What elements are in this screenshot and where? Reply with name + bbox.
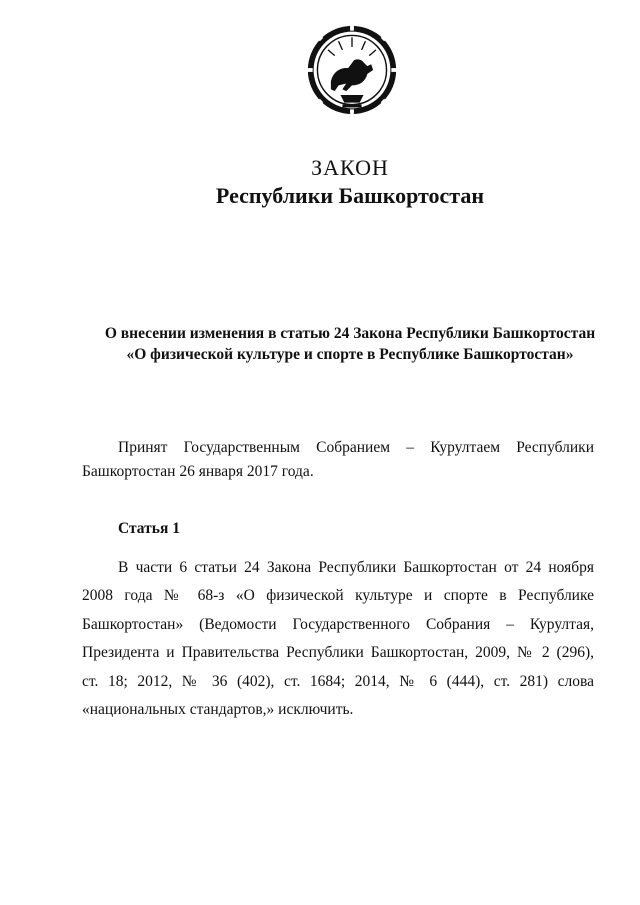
article-line: ст. 18; 2012, № 36 (402), ст. 1684; 2014, № 6 (444), ст. 281) слова [82, 672, 594, 690]
article-line: Президента и Правительства Республики Башкортостан, 2009, № 2 (296), [82, 644, 594, 662]
article-line: 2008 года № 68-з «О физической культуре и спорте в Республике [82, 587, 594, 605]
article-line: Башкортостан» (Ведомости Государственного Собрания – Курултая, [82, 615, 594, 633]
article-line: «национальных стандартов,» исключить. [82, 701, 354, 719]
adoption-line: Принят Государственным Собранием – Курултаем Республики [118, 439, 594, 456]
law-subject-line: О внесении изменения в статью 24 Закона Республики Башкортостан [104, 325, 596, 342]
article-body [82, 554, 594, 724]
article-line: В части 6 статьи 24 Закона Республики Башкортостан от 24 ноября [118, 559, 594, 576]
adoption-line: Башкортостан 26 января 2017 года. [82, 463, 314, 480]
adoption-statement [82, 436, 594, 484]
law-subject [100, 323, 600, 365]
coat-of-arms-icon [304, 22, 400, 118]
article-heading: Статья 1 [118, 520, 180, 537]
issuer-title: Республики Башкортостан [215, 183, 485, 208]
document-type-title: ЗАКОН [311, 155, 389, 180]
law-subject-line: «О физической культуре и спорте в Республике Башкортостан» [126, 346, 574, 363]
